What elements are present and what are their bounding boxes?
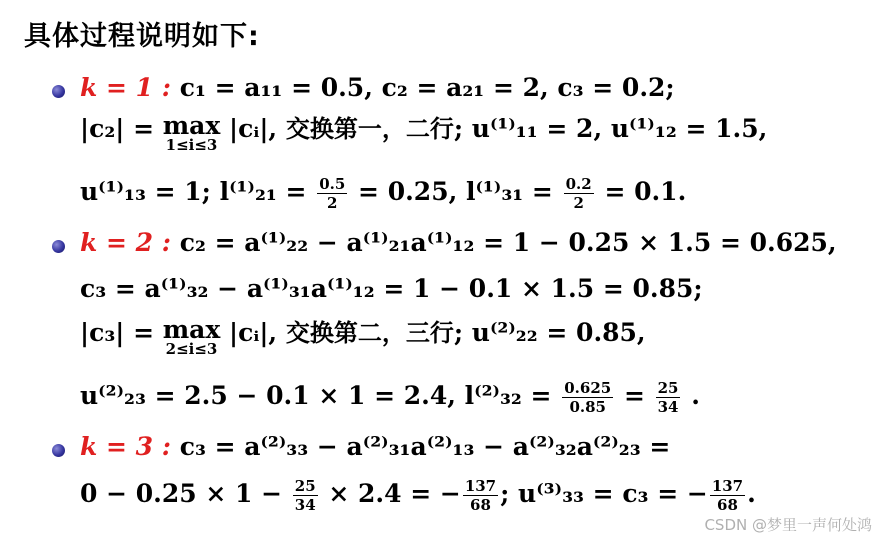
k3-l2-a: 0 − 0.25 × 1 − bbox=[80, 479, 283, 508]
k1-frac-2-num: 0.2 bbox=[565, 175, 592, 193]
bullet-k3 bbox=[52, 444, 65, 457]
k3-frac-3-den: 68 bbox=[717, 496, 738, 514]
k1-u-values: ; u⁽¹⁾₁₁ = 2, u⁽¹⁾₁₂ = 1.5, bbox=[453, 114, 768, 143]
k1-line-1 bbox=[80, 73, 675, 103]
k1-l3-b: = 0.25, l⁽¹⁾₃₁ = bbox=[358, 177, 553, 206]
k2-abs-ci: |cᵢ|, bbox=[229, 318, 278, 347]
k3-line-1 bbox=[80, 432, 670, 462]
k2-swap-text: 交换第二，三行 bbox=[285, 319, 454, 347]
bullet-k1 bbox=[52, 85, 65, 98]
k2-line-3 bbox=[80, 315, 646, 358]
k2-frac-1-num: 0.625 bbox=[564, 379, 612, 397]
k1-abs: |c₂| = bbox=[80, 114, 155, 143]
k2-max-op: max bbox=[162, 315, 221, 344]
k3-eq-1: c₃ = a⁽²⁾₃₃ − a⁽²⁾₃₁a⁽²⁾₁₃ − a⁽²⁾₃₂a⁽²⁾₂₃ = bbox=[179, 432, 671, 461]
k2-line-1 bbox=[80, 228, 837, 258]
k1-frac-1 bbox=[317, 176, 347, 211]
k2-frac-2 bbox=[656, 380, 681, 415]
k2-frac-2-num: 25 bbox=[657, 379, 679, 397]
k3-l2-b: × 2.4 = − bbox=[328, 479, 461, 508]
k2-abs: |c₃| = bbox=[80, 318, 155, 347]
k1-max-range: 1≤i≤3 bbox=[165, 136, 218, 154]
k3-label: k = 3 : bbox=[80, 432, 172, 461]
k1-max bbox=[162, 111, 221, 154]
k2-max-range: 2≤i≤3 bbox=[165, 340, 218, 358]
k2-u-values: ; u⁽²⁾₂₂ = 0.85, bbox=[453, 318, 646, 347]
bullet-k2 bbox=[52, 240, 65, 253]
k3-frac-2-num: 137 bbox=[464, 477, 497, 495]
k1-line-2 bbox=[80, 111, 768, 154]
k1-l3-c: = 0.1. bbox=[604, 177, 687, 206]
k3-frac-3-num: 137 bbox=[711, 477, 744, 495]
k1-frac-2-den: 2 bbox=[573, 194, 584, 212]
k3-frac-1-num: 25 bbox=[294, 477, 316, 495]
k2-l4-a: u⁽²⁾₂₃ = 2.5 − 0.1 × 1 = 2.4, l⁽²⁾₃₂ = bbox=[80, 381, 552, 410]
k2-frac-2-den: 34 bbox=[657, 398, 679, 416]
k3-frac-2 bbox=[463, 478, 498, 513]
k2-l4-b: = bbox=[623, 381, 645, 410]
k2-line-4 bbox=[80, 380, 700, 415]
k1-l3-a: u⁽¹⁾₁₃ = 1; l⁽¹⁾₂₁ = bbox=[80, 177, 307, 206]
k2-l4-c: . bbox=[691, 381, 700, 410]
k3-l2-c: ; u⁽³⁾₃₃ = c₃ = − bbox=[500, 479, 708, 508]
k1-label: k = 1 : bbox=[80, 73, 172, 102]
heading: 具体过程说明如下: bbox=[24, 21, 260, 52]
k3-frac-2-den: 68 bbox=[470, 496, 491, 514]
k3-l2-d: . bbox=[747, 479, 756, 508]
k2-frac-1 bbox=[562, 380, 613, 415]
k3-frac-3 bbox=[710, 478, 745, 513]
k1-max-op: max bbox=[162, 111, 221, 140]
k1-line-3 bbox=[80, 176, 686, 211]
k1-frac-1-num: 0.5 bbox=[319, 175, 346, 193]
k1-frac-1-den: 2 bbox=[327, 194, 338, 212]
k2-max bbox=[162, 315, 221, 358]
k2-eq-1: c₂ = a⁽¹⁾₂₂ − a⁽¹⁾₂₁a⁽¹⁾₁₂ = 1 − 0.25 × 1.5 = 0.625, bbox=[179, 228, 837, 257]
k3-frac-1-den: 34 bbox=[294, 496, 316, 514]
k3-frac-1 bbox=[293, 478, 318, 513]
k1-abs-ci: |cᵢ|, bbox=[229, 114, 278, 143]
k1-swap-text: 交换第一，二行 bbox=[285, 115, 454, 143]
k2-label: k = 2 : bbox=[80, 228, 172, 257]
k2-eq-2: c₃ = a⁽¹⁾₃₂ − a⁽¹⁾₃₁a⁽¹⁾₁₂ = 1 − 0.1 × 1.5 = 0.85; bbox=[80, 274, 703, 303]
watermark: CSDN @梦里一声何处鸿 bbox=[704, 516, 872, 534]
k3-line-2 bbox=[80, 478, 756, 513]
k2-line-2 bbox=[80, 274, 703, 304]
k2-frac-1-den: 0.85 bbox=[569, 398, 606, 416]
k1-frac-2 bbox=[564, 176, 594, 211]
k1-eq-1: c₁ = a₁₁ = 0.5, c₂ = a₂₁ = 2, c₃ = 0.2; bbox=[179, 73, 675, 102]
